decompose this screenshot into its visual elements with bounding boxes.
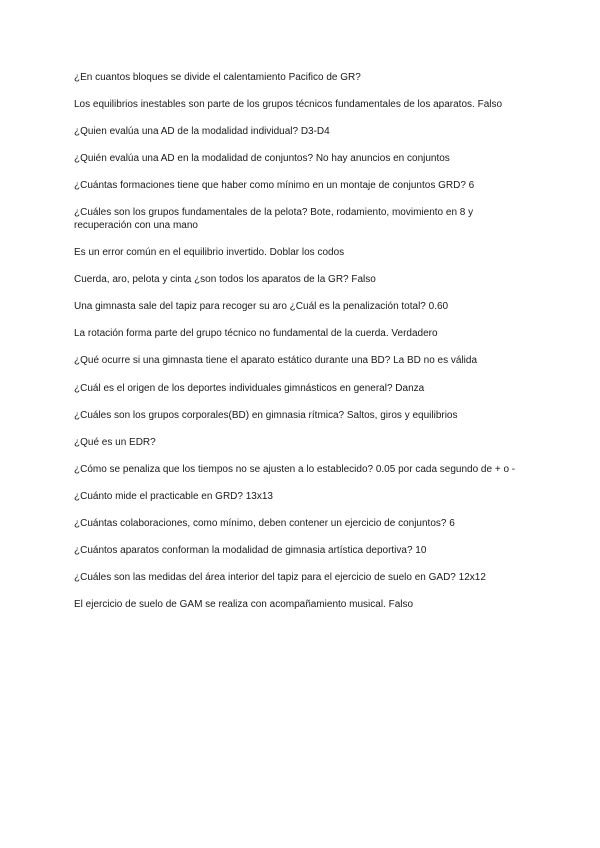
question-line: La rotación forma parte del grupo técnico no fundamental de la cuerda. Verdadero [74,328,438,340]
question-line: ¿Quién evalúa una AD en la modalidad de conjuntos? No hay anuncios en conjuntos [74,153,450,165]
question-line: ¿Quien evalúa una AD de la modalidad individual? D3-D4 [74,126,330,138]
question-line: ¿Cuántas formaciones tiene que haber como mínimo en un montaje de conjuntos GRD? 6 [74,180,475,192]
question-line: ¿Cuáles son los grupos corporales(BD) en gimnasia rítmica? Saltos, giros y equilibrios [74,409,458,421]
question-line: ¿Qué ocurre si una gimnasta tiene el aparato estático durante una BD? La BD no es válida [74,355,478,367]
question-line: ¿Qué es un EDR? [74,436,156,448]
question-line: ¿Cómo se penaliza que los tiempos no se ajusten a lo establecido? 0.05 por cada segundo de + o - [74,463,516,475]
question-line: ¿Cuántos aparatos conforman la modalidad de gimnasia artística deportiva? 10 [74,545,427,557]
question-line: Una gimnasta sale del tapiz para recoger su aro ¿Cuál es la penalización total? 0.60 [74,301,449,313]
question-line: Cuerda, aro, pelota y cinta ¿son todos los aparatos de la GR? Falso [74,274,376,286]
question-line: ¿Cuántas colaboraciones, como mínimo, deben contener un ejercicio de conjuntos? 6 [74,518,455,529]
question-list [74,72,524,626]
question-line: ¿En cuantos bloques se divide el calentamiento Pacifico de GR? [74,72,361,83]
question-line: El ejercicio de suelo de GAM se realiza con acompañamiento musical. Falso [74,599,414,611]
question-line: ¿Cuáles son los grupos fundamentales de la pelota? Bote, rodamiento, movimiento en 8 y recuperación con una mano [74,207,474,231]
question-line: Es un error común en el equilibrio invertido. Doblar los codos [74,247,345,259]
question-line: ¿Cuánto mide el practicable en GRD? 13x13 [74,490,273,502]
question-line: Los equilibrios inestables son parte de los grupos técnicos fundamentales de los aparatos. Falso [74,99,503,111]
question-line: ¿Cuál es el origen de los deportes individuales gimnásticos en general? Danza [74,382,425,394]
question-line: ¿Cuáles son las medidas del área interior del tapiz para el ejercicio de suelo en GAD? 12x12 [74,572,486,584]
